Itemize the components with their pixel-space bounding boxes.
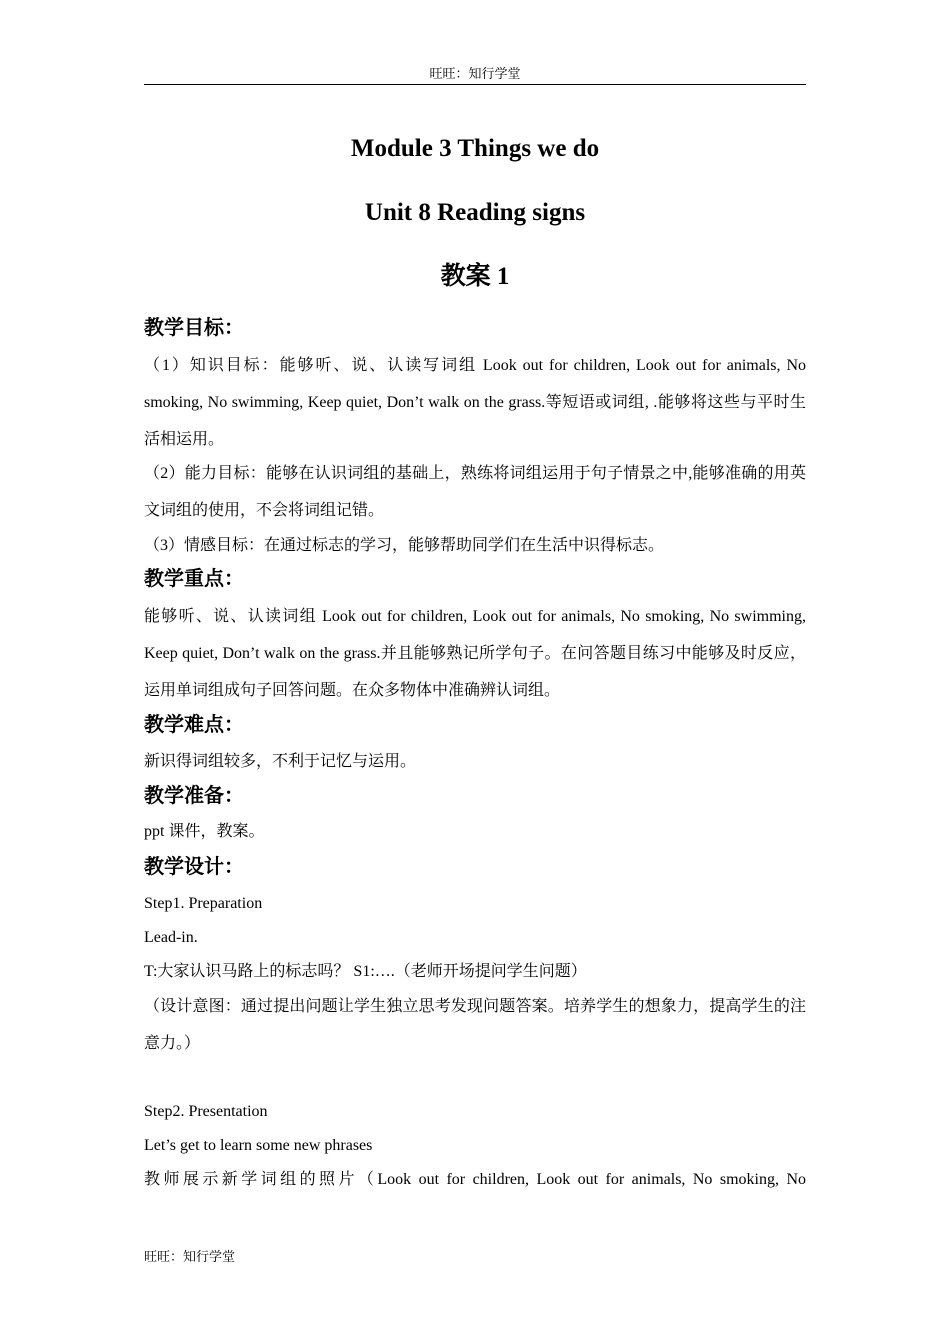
page-footer: 旺旺：知行学堂 xyxy=(144,1249,236,1264)
step2-text: 教师展示新学词组的照片（Look out for children, Look out for animals, No smoking, No xyxy=(144,1171,806,1188)
objective-emotion: （3）情感目标：在通过标志的学习，能够帮助同学们在生活中识得标志。 xyxy=(144,537,665,554)
preparation-heading: 教学准备： xyxy=(144,785,244,807)
difficulties-heading: 教学难点： xyxy=(144,714,244,736)
key-points-text: 能够听、说、认读词组 Look out for children, Look out for animals, No smoking, No swimming, Keep quiet, Don’t walk on the grass.并且能够熟记所学句子。在问答题目练习中能够及时反应，运用单词组成句子回答问题。在众多物体中准确辨认词组。 xyxy=(144,608,806,699)
module-title: Module 3 Things we do xyxy=(350,135,600,162)
lesson-plan-title: 教案 1 xyxy=(440,263,510,290)
step1-title: Step1. Preparation xyxy=(144,895,263,912)
design-intent: （设计意图：通过提出问题让学生独立思考发现问题答案。培养学生的想象力，提高学生的注意力。） xyxy=(144,998,806,1052)
step2-intro: Let’s get to learn some new phrases xyxy=(144,1137,373,1154)
difficulties-text: 新识得词组较多，不利于记忆与运用。 xyxy=(144,753,417,770)
preparation-text: ppt 课件，教案。 xyxy=(144,823,265,840)
objectives-heading: 教学目标： xyxy=(144,317,244,339)
unit-title: Unit 8 Reading signs xyxy=(364,199,586,226)
page-header: 旺旺：知行学堂 xyxy=(144,66,806,85)
teacher-question: T:大家认识马路上的标志吗？ S1:….（老师开场提问学生问题） xyxy=(144,963,587,980)
design-heading: 教学设计： xyxy=(144,856,244,878)
objective-knowledge: （1）知识目标：能够听、说、认读写词组 Look out for children, Look out for animals, No smoking, No swimming, Keep quiet, Don’t walk on the grass.等短语或词组, .能够将这些与平时生活相运用。 xyxy=(144,357,806,448)
key-points-heading: 教学重点： xyxy=(144,568,244,590)
objective-ability: （2）能力目标：能够在认识词组的基础上，熟练将词组运用于句子情景之中,能够准确的用英文词组的使用，不会将词组记错。 xyxy=(144,465,806,519)
step2-title: Step2. Presentation xyxy=(144,1103,268,1120)
lead-in-label: Lead-in. xyxy=(144,929,198,946)
